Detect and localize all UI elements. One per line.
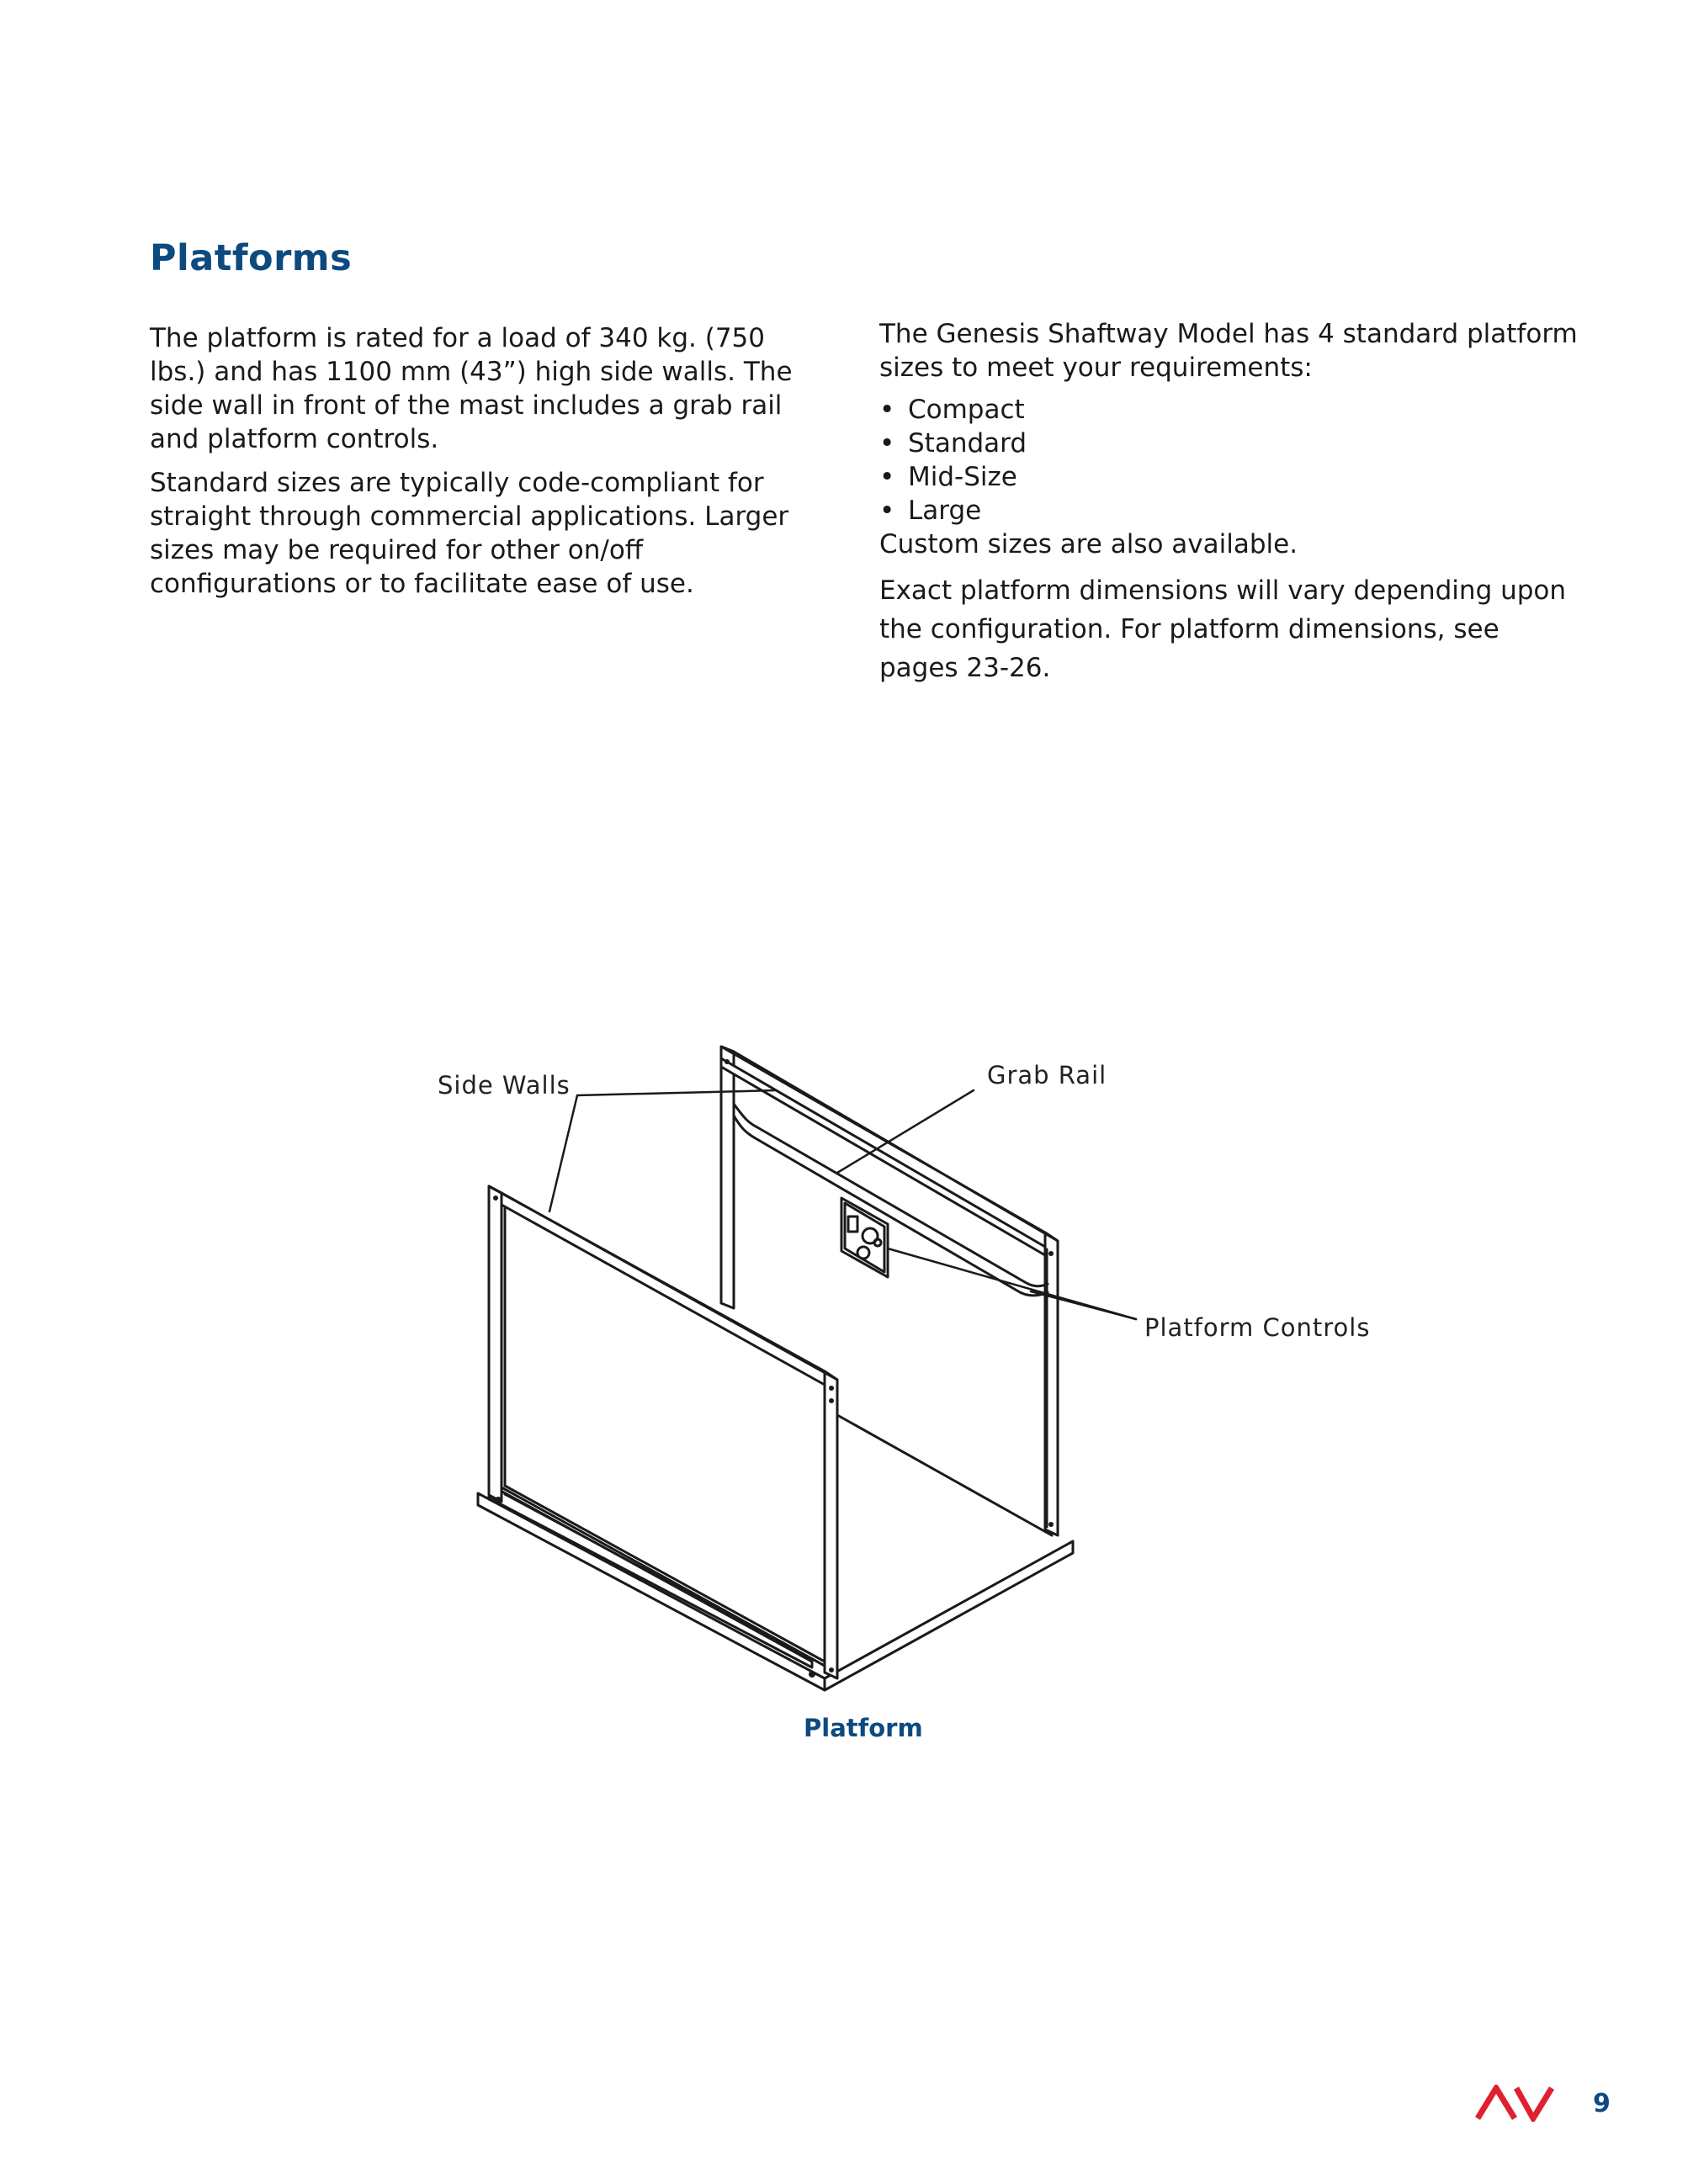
size-item-compact: • Compact [879,393,1586,427]
grab-rail-callout: Grab Rail [987,1061,1107,1089]
grab-rail [734,1104,1048,1296]
load-rating-paragraph: The platform is rated for a load of 340 kg. (750 lbs.) and has 1100 mm (43”) high side walls. The side wall in front of the mast includes a grab rail and platform controls. [150,323,793,454]
size-item-mid-size: • Mid-Size [879,460,1586,494]
platform-controls-callout: Platform Controls [1144,1313,1371,1342]
custom-sizes-note: Custom sizes are also available. [879,529,1298,559]
sizes-intro: The Genesis Shaftway Model has 4 standard platform sizes to meet your requirements: [879,319,1578,383]
page-heading: Platforms [150,237,353,279]
av-logo-mark [1478,2088,1552,2118]
size-item-standard: • Standard [879,427,1586,460]
page-number: 9 [1593,2089,1611,2118]
standard-sizes-paragraph: Standard sizes are typically code-compliant for straight through commercial applications. Larger sizes may be required for other on/off configurations or to facilitate ease of use. [150,468,789,599]
size-item-large: • Large [879,494,1586,527]
figure-caption: Platform [804,1714,923,1742]
side-walls-callout: Side Walls [438,1071,571,1100]
dimensions-note: Exact platform dimensions will vary depending upon the configuration. For platform dimensions, see pages 23-26. [879,575,1567,683]
av-logo-icon [1474,2085,1555,2122]
